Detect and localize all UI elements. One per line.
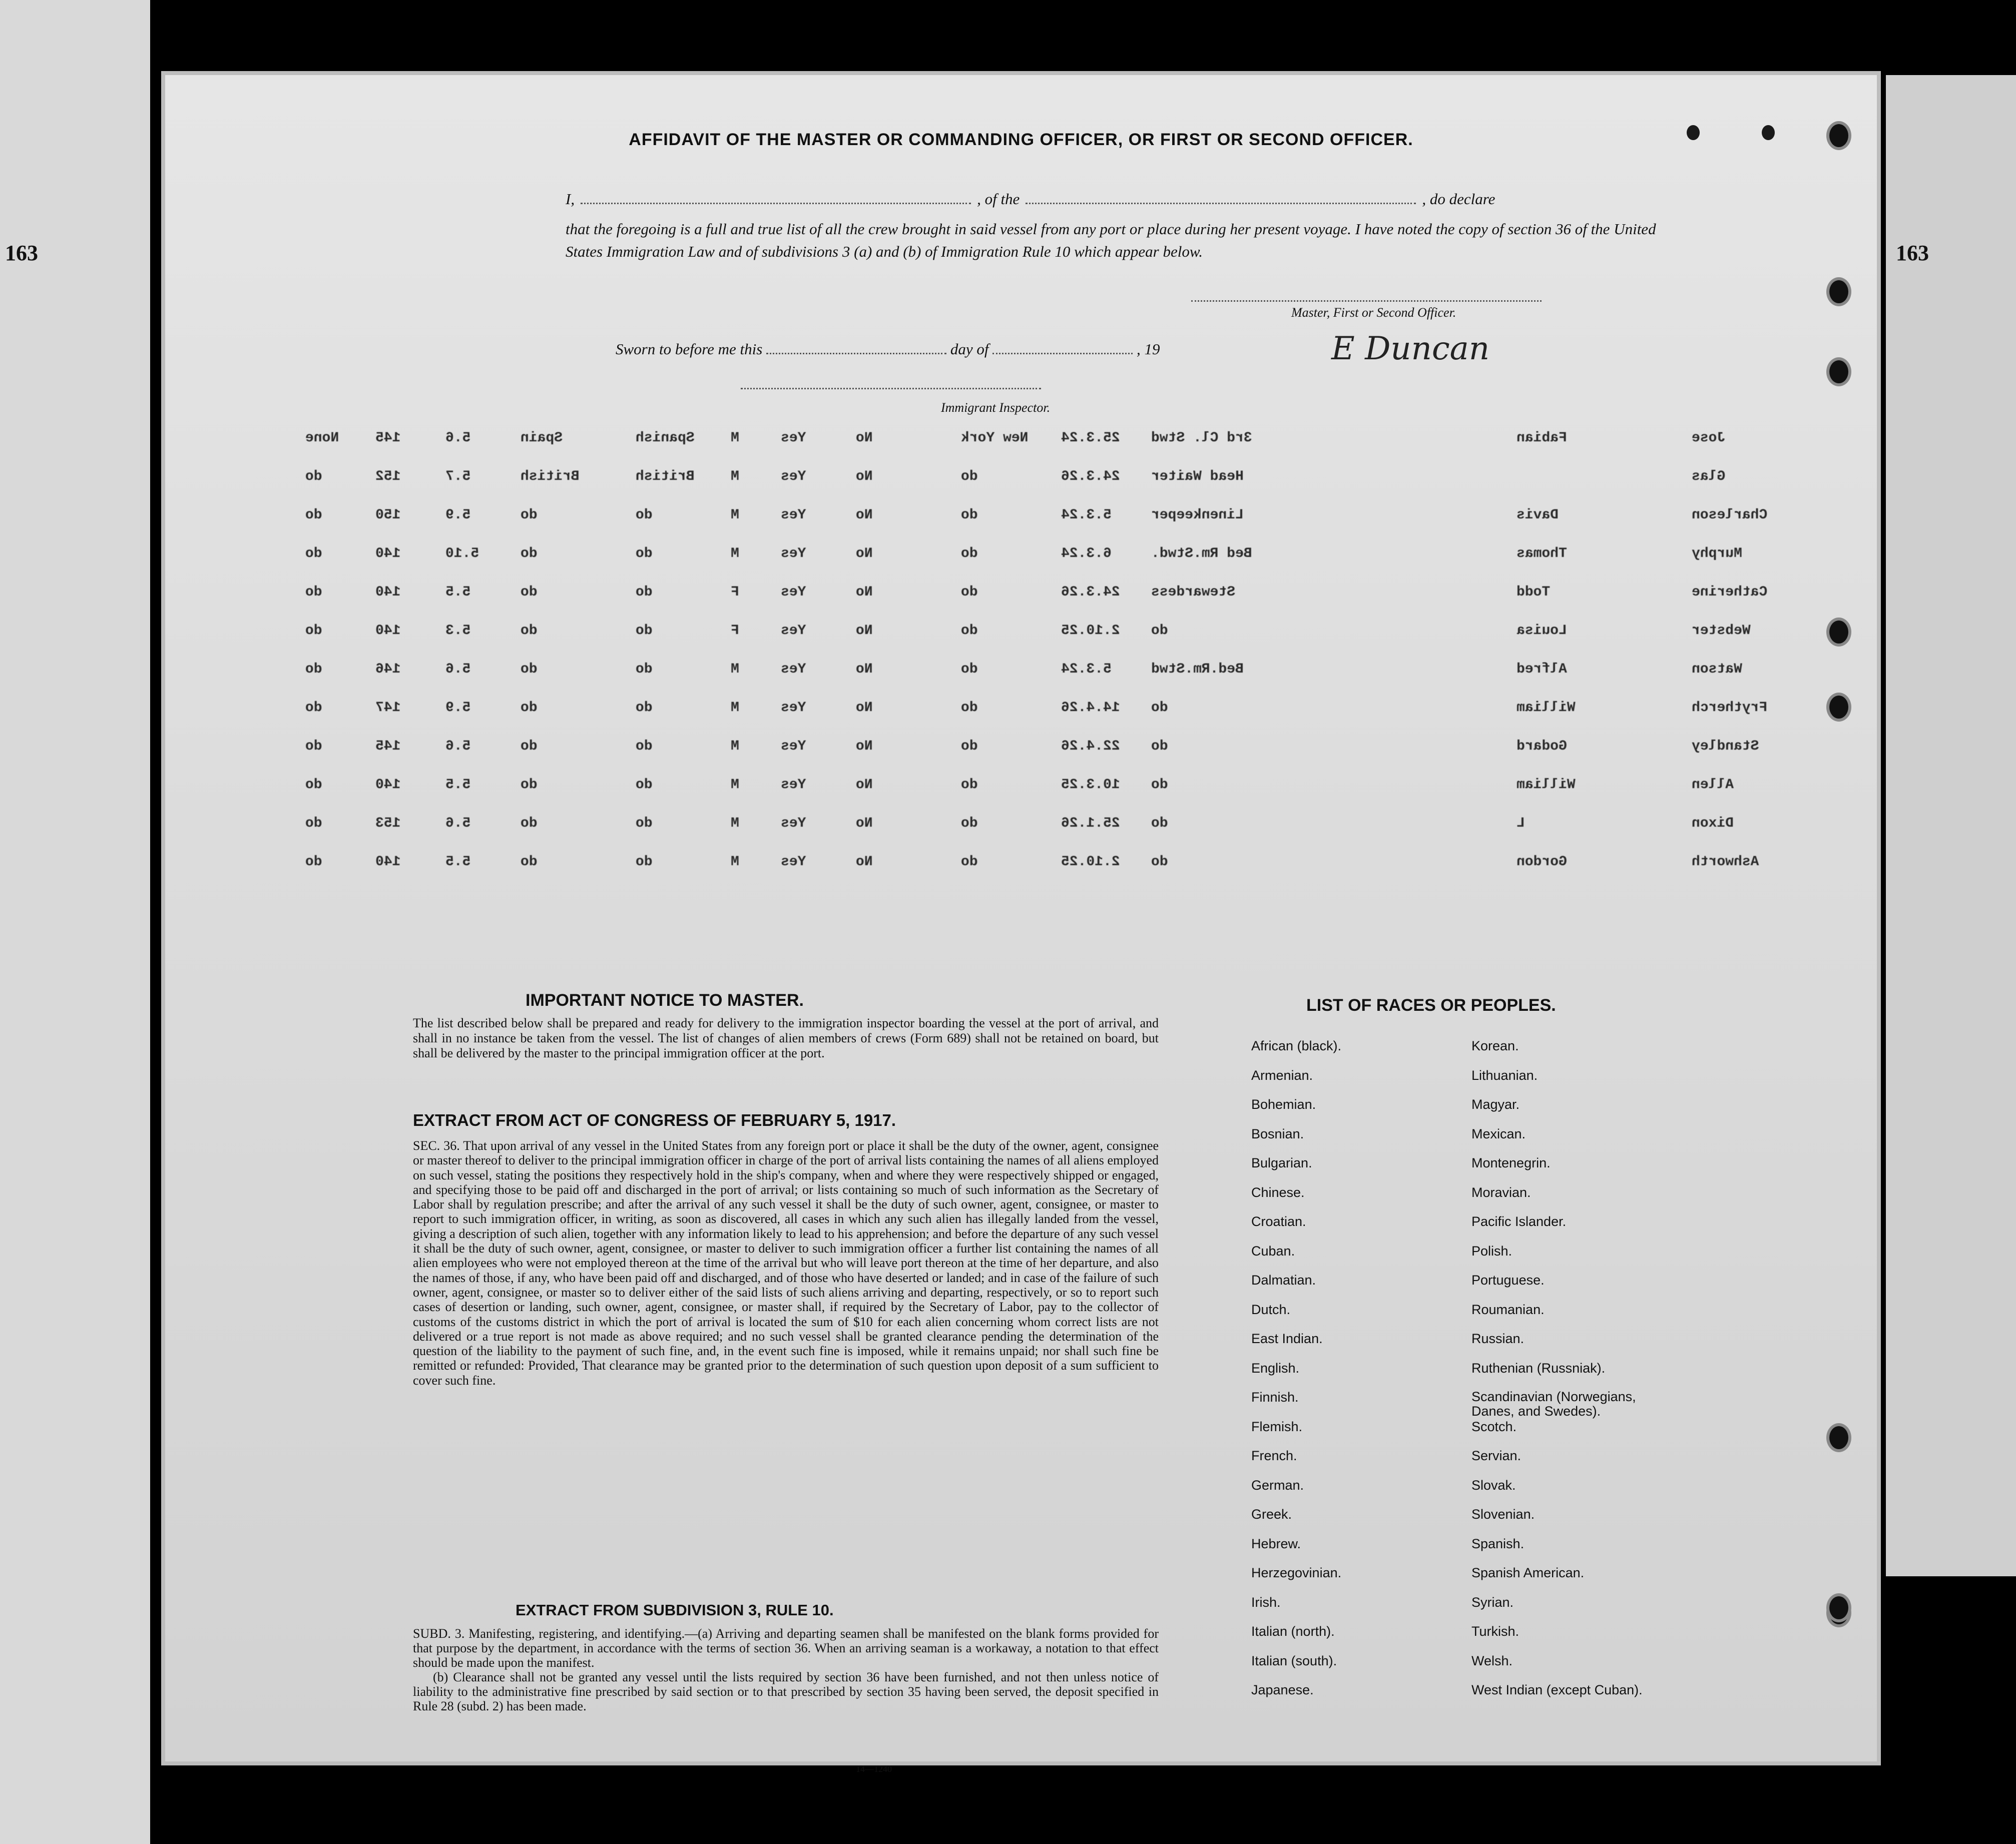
race-entry: Greek. xyxy=(1251,1507,1292,1522)
race-entry: Montenegrin. xyxy=(1471,1155,1551,1170)
bleedthrough-port: do xyxy=(961,507,978,523)
bleedthrough-surname: Jose xyxy=(1692,430,1726,446)
bleedthrough-country: Spain xyxy=(521,430,563,446)
bleedthrough-age: Yes xyxy=(781,777,806,793)
race-entry: Herzegovinian. xyxy=(1251,1565,1342,1580)
notice-text: The list described below shall be prepared and ready for delivery to the immigration inspector boarding the vessel at the port of arrival, and shall in no instance be taken from the vessel. The list of changes of alien members of crews (Form 689) shall not be retained on board, but shall be delivered by the master to the principal immigration officer at the port. xyxy=(413,1016,1159,1060)
sworn-month-blank xyxy=(992,353,1133,354)
race-entry: Korean. xyxy=(1471,1038,1519,1053)
bleedthrough-paid_off: No xyxy=(856,430,873,446)
bleedthrough-port: do xyxy=(961,546,978,561)
bleedthrough-given: Thomas xyxy=(1517,546,1567,561)
bleedthrough-port: New York xyxy=(961,430,1029,446)
bleedthrough-date: 25.1.26 xyxy=(1061,816,1120,831)
bleedthrough-position: do xyxy=(1151,854,1168,870)
bleedthrough-port: do xyxy=(961,816,978,831)
bleedthrough-row xyxy=(165,507,1877,537)
bleedthrough-age: Yes xyxy=(781,584,806,600)
bleedthrough-given: Alfred xyxy=(1517,662,1567,677)
bleedthrough-position: Bed Rm.Stwd. xyxy=(1151,546,1252,561)
bleedthrough-given: Davis xyxy=(1517,507,1559,523)
bleedthrough-nationality: British xyxy=(636,469,695,484)
race-entry: Spanish. xyxy=(1471,1536,1525,1551)
race-entry: Bohemian. xyxy=(1251,1097,1316,1112)
bleedthrough-nationality: do xyxy=(636,739,653,754)
declaration-mid: , of the xyxy=(977,190,1020,208)
bleedthrough-paid_off: No xyxy=(856,623,873,639)
right-page-edge xyxy=(1886,75,2016,1576)
binder-hole xyxy=(1829,621,1848,644)
bleedthrough-sex: M xyxy=(731,854,739,870)
bleedthrough-port: do xyxy=(961,854,978,870)
officer-signature: E Duncan xyxy=(1331,330,1490,367)
bleedthrough-given: Todd xyxy=(1517,584,1551,600)
bleedthrough-surname: Watson xyxy=(1692,662,1742,677)
races-column-2 xyxy=(1471,1038,1682,1712)
bleedthrough-height: 5.5 xyxy=(445,854,471,870)
act-title: EXTRACT FROM ACT OF CONGRESS OF FEBRUARY 5, 1917. xyxy=(413,1111,896,1129)
binder-hole xyxy=(1829,280,1848,303)
binder-hole xyxy=(1829,124,1848,147)
race-entry: Chinese. xyxy=(1251,1184,1305,1200)
race-entry: Italian (north). xyxy=(1251,1624,1335,1639)
rule-title: EXTRACT FROM SUBDIVISION 3, RULE 10. xyxy=(516,1601,834,1619)
bleedthrough-surname: Dixon xyxy=(1692,816,1734,831)
bleedthrough-paid_off: No xyxy=(856,816,873,831)
bleedthrough-country: do xyxy=(521,816,538,831)
races-column-1 xyxy=(1251,1038,1341,1712)
races-title: LIST OF RACES OR PEOPLES. xyxy=(1306,996,1556,1015)
race-entry: Flemish. xyxy=(1251,1419,1303,1434)
race-entry: Syrian. xyxy=(1471,1594,1514,1610)
bleedthrough-row xyxy=(165,777,1877,807)
bleedthrough-date: 6.3.24 xyxy=(1061,546,1112,561)
bleedthrough-position: Linenkeeper xyxy=(1151,507,1244,523)
bleedthrough-row xyxy=(165,700,1877,730)
bleedthrough-given: Gordon xyxy=(1517,854,1567,870)
bleedthrough-features: do xyxy=(305,662,322,677)
race-entry: Mexican. xyxy=(1471,1126,1526,1141)
bleedthrough-position: do xyxy=(1151,816,1168,831)
bleedthrough-height: 5.6 xyxy=(445,662,471,677)
bleedthrough-age: Yes xyxy=(781,854,806,870)
bleedthrough-surname: Catherine xyxy=(1692,584,1768,600)
bleedthrough-port: do xyxy=(961,662,978,677)
bleedthrough-date: 24.3.26 xyxy=(1061,469,1120,484)
bleedthrough-date: 24.3.26 xyxy=(1061,584,1120,600)
bleedthrough-weight: 140 xyxy=(375,546,401,561)
bleedthrough-height: 5.7 xyxy=(445,469,471,484)
bleedthrough-paid_off: No xyxy=(856,584,873,600)
race-entry: French. xyxy=(1251,1448,1297,1463)
bleedthrough-given: Godard xyxy=(1517,739,1567,754)
bleedthrough-country: do xyxy=(521,700,538,716)
left-page-number: 163 xyxy=(5,241,38,265)
bleedthrough-sex: M xyxy=(731,739,739,754)
binder-hole xyxy=(1829,360,1848,383)
bleedthrough-country: do xyxy=(521,662,538,677)
race-entry: Welsh. xyxy=(1471,1653,1513,1668)
officer-signature-line xyxy=(1191,300,1542,302)
race-entry: Japanese. xyxy=(1251,1682,1314,1697)
bleedthrough-paid_off: No xyxy=(856,700,873,716)
officer-name-blank xyxy=(581,203,971,204)
bleedthrough-sex: M xyxy=(731,469,739,484)
bleedthrough-position: do xyxy=(1151,623,1168,639)
bleedthrough-features: do xyxy=(305,546,322,561)
bleedthrough-features: do xyxy=(305,777,322,793)
bleedthrough-row xyxy=(165,430,1877,460)
bleedthrough-age: Yes xyxy=(781,739,806,754)
race-entry: Hebrew. xyxy=(1251,1536,1301,1551)
bleedthrough-nationality: do xyxy=(636,584,653,600)
race-entry: Lithuanian. xyxy=(1471,1067,1538,1083)
bleedthrough-height: 5.6 xyxy=(445,739,471,754)
manifest-sheet xyxy=(165,75,1877,1774)
subdivision-b: (b) Clearance shall not be granted any vessel until the lists required by section 36 have been furnished, and not then unless notice of liability to the administrative fine prescribed by said section or to that prescribed by section 35 having been served, the deposit specified in Rule 28 (subd. 2) has been made. xyxy=(413,1670,1159,1713)
bleedthrough-country: do xyxy=(521,584,538,600)
sworn-prefix: Sworn to before me this xyxy=(616,340,763,358)
race-entry: Bosnian. xyxy=(1251,1126,1304,1141)
bleedthrough-paid_off: No xyxy=(856,546,873,561)
bleedthrough-date: 5.3.24 xyxy=(1061,507,1112,523)
race-entry: Slovak. xyxy=(1471,1477,1516,1493)
race-entry: Italian (south). xyxy=(1251,1653,1337,1668)
bleedthrough-weight: 145 xyxy=(375,739,401,754)
bleedthrough-paid_off: No xyxy=(856,854,873,870)
race-entry: Dalmatian. xyxy=(1251,1273,1316,1288)
bleedthrough-date: 2.10.25 xyxy=(1061,854,1120,870)
bleedthrough-sex: F xyxy=(731,584,739,600)
bleedthrough-date: 10.3.25 xyxy=(1061,777,1120,793)
race-entry: Ruthenian (Russniak). xyxy=(1471,1360,1606,1376)
race-entry: Dutch. xyxy=(1251,1302,1291,1317)
bleedthrough-given: Louisa xyxy=(1517,623,1567,639)
form-number: 14—1240 xyxy=(856,1764,892,1774)
bleedthrough-nationality: do xyxy=(636,623,653,639)
bleedthrough-surname: Glas xyxy=(1692,469,1726,484)
bleedthrough-given: Fabian xyxy=(1517,430,1567,446)
bleedthrough-position: do xyxy=(1151,739,1168,754)
sworn-year: , 19 xyxy=(1136,340,1160,358)
race-entry: Scotch. xyxy=(1471,1419,1517,1434)
race-entry: West Indian (except Cuban). xyxy=(1471,1682,1643,1697)
bleedthrough-country: British xyxy=(521,469,580,484)
affidavit-declaration-line xyxy=(566,190,1667,208)
bleedthrough-weight: 152 xyxy=(375,469,401,484)
bleedthrough-surname: Murphy xyxy=(1692,546,1742,561)
bleedthrough-nationality: do xyxy=(636,507,653,523)
race-entry: Irish. xyxy=(1251,1594,1281,1610)
bleedthrough-sex: M xyxy=(731,662,739,677)
bleedthrough-row xyxy=(165,623,1877,653)
bleedthrough-paid_off: No xyxy=(856,507,873,523)
bleedthrough-row xyxy=(165,546,1877,576)
bleedthrough-height: 5.9 xyxy=(445,507,471,523)
bleedthrough-weight: 140 xyxy=(375,777,401,793)
bleedthrough-paid_off: No xyxy=(856,739,873,754)
bleedthrough-row xyxy=(165,662,1877,692)
bleedthrough-sex: M xyxy=(731,430,739,446)
bleedthrough-sex: F xyxy=(731,623,739,639)
sworn-mid: day of xyxy=(950,340,989,358)
bleedthrough-country: do xyxy=(521,739,538,754)
bleedthrough-port: do xyxy=(961,739,978,754)
bleedthrough-height: 5.5 xyxy=(445,584,471,600)
officer-label: Master, First or Second Officer. xyxy=(1291,305,1456,320)
bleedthrough-sex: M xyxy=(731,700,739,716)
race-entry: Magyar. xyxy=(1471,1097,1520,1112)
bleedthrough-weight: 146 xyxy=(375,662,401,677)
bleedthrough-features: do xyxy=(305,507,322,523)
sworn-day-blank xyxy=(766,353,946,354)
bleedthrough-height: 5.6 xyxy=(445,816,471,831)
rule-subdivision-text xyxy=(413,1626,1159,1713)
bleedthrough-given: William xyxy=(1517,777,1576,793)
notice-title: IMPORTANT NOTICE TO MASTER. xyxy=(526,991,804,1010)
race-entry: Finnish. xyxy=(1251,1390,1299,1405)
bleedthrough-date: 2.10.25 xyxy=(1061,623,1120,639)
bleedthrough-position: Head Waiter xyxy=(1151,469,1244,484)
bleedthrough-height: 5.5 xyxy=(445,777,471,793)
bleedthrough-row xyxy=(165,469,1877,499)
bleedthrough-surname: Frytherch xyxy=(1692,700,1768,716)
race-entry: Croatian. xyxy=(1251,1214,1306,1229)
race-entry: Moravian. xyxy=(1471,1184,1531,1200)
race-entry: Armenian. xyxy=(1251,1067,1313,1083)
bleedthrough-age: Yes xyxy=(781,816,806,831)
race-entry: Cuban. xyxy=(1251,1243,1295,1259)
bleedthrough-position: 3rd Cl. Stwd xyxy=(1151,430,1252,446)
inspector-signature-line xyxy=(741,388,1041,389)
bleedthrough-sex: M xyxy=(731,777,739,793)
declaration-prefix: I, xyxy=(566,190,575,208)
bleedthrough-features: do xyxy=(305,700,322,716)
ink-blot xyxy=(1687,125,1700,140)
ink-blot xyxy=(1762,125,1775,140)
bleedthrough-features: do xyxy=(305,816,322,831)
bleedthrough-port: do xyxy=(961,700,978,716)
bleedthrough-port: do xyxy=(961,777,978,793)
bleedthrough-date: 22.4.26 xyxy=(1061,739,1120,754)
subdivision-a: SUBD. 3. Manifesting, registering, and identifying.—(a) Arriving and departing seamen shall be manifested on the blank forms provided for that purpose by the department, in accordance with the terms of section 36. When an arriving seaman is a workaway, a notation to that effect should be made upon the manifest. xyxy=(413,1626,1159,1670)
bleedthrough-age: Yes xyxy=(781,700,806,716)
binder-hole xyxy=(1829,1426,1848,1449)
bleedthrough-row xyxy=(165,739,1877,769)
bleedthrough-paid_off: No xyxy=(856,662,873,677)
bleedthrough-weight: 150 xyxy=(375,507,401,523)
bleedthrough-port: do xyxy=(961,469,978,484)
left-page-edge xyxy=(0,0,150,1844)
bleedthrough-country: do xyxy=(521,623,538,639)
bleedthrough-port: do xyxy=(961,584,978,600)
bleedthrough-weight: 153 xyxy=(375,816,401,831)
bleedthrough-height: 5.10 xyxy=(445,546,479,561)
race-entry: African (black). xyxy=(1251,1038,1342,1053)
bleedthrough-age: Yes xyxy=(781,507,806,523)
bleedthrough-weight: 145 xyxy=(375,430,401,446)
bleedthrough-features: do xyxy=(305,623,322,639)
race-entry: Slovenian. xyxy=(1471,1507,1535,1522)
race-entry: English. xyxy=(1251,1360,1300,1376)
bleedthrough-position: Bed.Rm.Stwd xyxy=(1151,662,1244,677)
bleedthrough-features: do xyxy=(305,854,322,870)
bleedthrough-surname: Standley xyxy=(1692,739,1759,754)
bleedthrough-nationality: do xyxy=(636,700,653,716)
bleedthrough-nationality: do xyxy=(636,854,653,870)
bleedthrough-row xyxy=(165,854,1877,884)
affidavit-body: that the foregoing is a full and true list of all the crew brought in said vessel from any port or place during her present voyage. I have noted the copy of section 36 of the United States Immigration Law and of subdivisions 3 (a) and (b) of Immigration Rule 10 which appear below. xyxy=(566,220,1656,260)
bleedthrough-age: Yes xyxy=(781,662,806,677)
section-36-text: SEC. 36. That upon arrival of any vessel in the United States from any foreign port or place it shall be the duty of the owner, agent, consignee or master thereof to deliver to the principal immigration officer in charge of the port of arrival lists containing the names of all aliens employed on such vessel, stating the positions they respectively hold in the ship's company, when and where they were respectively shipped or engaged, and specifying those to be paid off and discharged in the port of arrival; or lists containing so much of such information as the Secretary of Labor shall by regulation prescribe; and after the arrival of any such vessel it shall be the duty of such owner, agent, consignee, or master to report to such immigration officer, in writing, as soon as discovered, all cases in which any such alien has illegally landed from the vessel, giving a description of such alien, together with any information likely to lead to his apprehension; and before the departure of any such vessel it shall be the duty of such owner, agent, consignee, or master to deliver to such immigration officer a further list containing the names of all alien employees who were not employed thereon at the time of the arrival but who will leave port thereon at the time of her departure, and also the names of those, if any, who have been paid off and discharged, and of those who have deserted or landed; and in case of the failure of such owner, agent, consignee, or master so to deliver either of the said lists of such aliens arriving and departing, respectively, or so to report such cases of desertion or landing, such owner, agent, consignee, or master shall, if required by the Secretary of Labor, pay to the collector of customs of the customs district in which the port of arrival is located the sum of $10 for each alien concerning whom correct lists are not delivered or a true report is not made as above required; and no such vessel shall be granted clearance pending the determination of the question of the liability to the payment of such fine, and, in the event such fine is imposed, while it remains unpaid; nor shall such fine be remitted or refunded: Provided, That clearance may be granted prior to the determination of such question upon deposit of a sum sufficient to cover such fine. xyxy=(413,1138,1159,1388)
race-entry: Spanish American. xyxy=(1471,1565,1585,1580)
bleedthrough-features: do xyxy=(305,584,322,600)
race-entry: Bulgarian. xyxy=(1251,1155,1312,1170)
race-entry: Polish. xyxy=(1471,1243,1513,1259)
bleedthrough-surname: Ashworth xyxy=(1692,854,1759,870)
inspector-label: Immigrant Inspector. xyxy=(941,400,1051,415)
bleedthrough-weight: 140 xyxy=(375,584,401,600)
bleedthrough-surname: Charleson xyxy=(1692,507,1768,523)
bleedthrough-country: do xyxy=(521,854,538,870)
bleedthrough-given: William xyxy=(1517,700,1576,716)
bleedthrough-height: 5.9 xyxy=(445,700,471,716)
bleedthrough-height: 5.6 xyxy=(445,430,471,446)
bleedthrough-age: Yes xyxy=(781,469,806,484)
bleedthrough-surname: Webster xyxy=(1692,623,1751,639)
race-entry: Roumanian. xyxy=(1471,1302,1545,1317)
declaration-suffix: , do declare xyxy=(1422,190,1495,208)
bleedthrough-country: do xyxy=(521,777,538,793)
race-entry: German. xyxy=(1251,1477,1304,1493)
bleedthrough-nationality: do xyxy=(636,662,653,677)
race-entry: Scandinavian (Norwegians, Danes, and Swedes). xyxy=(1471,1389,1636,1419)
bleedthrough-weight: 147 xyxy=(375,700,401,716)
bleedthrough-date: 5.3.24 xyxy=(1061,662,1112,677)
race-entry: Pacific Islander. xyxy=(1471,1214,1567,1229)
binder-hole xyxy=(1829,1596,1848,1619)
bleedthrough-row xyxy=(165,816,1877,846)
bleedthrough-nationality: do xyxy=(636,777,653,793)
bleedthrough-weight: 140 xyxy=(375,854,401,870)
bleedthrough-age: Yes xyxy=(781,430,806,446)
binder-hole xyxy=(1829,696,1848,719)
bleedthrough-features: None xyxy=(305,430,339,446)
sworn-line xyxy=(616,340,1160,358)
bleedthrough-date: 25.3.24 xyxy=(1061,430,1120,446)
bleedthrough-port: do xyxy=(961,623,978,639)
bleedthrough-position: do xyxy=(1151,777,1168,793)
bleedthrough-date: 14.4.26 xyxy=(1061,700,1120,716)
bleedthrough-paid_off: No xyxy=(856,469,873,484)
vessel-name-blank xyxy=(1026,203,1416,204)
bleedthrough-paid_off: No xyxy=(856,777,873,793)
bleedthrough-weight: 140 xyxy=(375,623,401,639)
bleedthrough-age: Yes xyxy=(781,546,806,561)
bleedthrough-nationality: do xyxy=(636,546,653,561)
bleedthrough-sex: M xyxy=(731,816,739,831)
bleedthrough-sex: M xyxy=(731,546,739,561)
race-entry: Servian. xyxy=(1471,1448,1522,1463)
bleedthrough-position: do xyxy=(1151,700,1168,716)
bleedthrough-given: L xyxy=(1517,816,1525,831)
bleedthrough-nationality: do xyxy=(636,816,653,831)
bleedthrough-features: do xyxy=(305,469,322,484)
affidavit-title: AFFIDAVIT OF THE MASTER OR COMMANDING OFFICER, OR FIRST OR SECOND OFFICER. xyxy=(629,130,1413,149)
bleedthrough-features: do xyxy=(305,739,322,754)
bleedthrough-height: 5.3 xyxy=(445,623,471,639)
bleedthrough-position: Stewardess xyxy=(1151,584,1236,600)
race-entry: East Indian. xyxy=(1251,1331,1323,1346)
right-page-number: 163 xyxy=(1896,241,1929,265)
bleedthrough-country: do xyxy=(521,546,538,561)
bleedthrough-age: Yes xyxy=(781,623,806,639)
bleedthrough-country: do xyxy=(521,507,538,523)
bleedthrough-nationality: Spanish xyxy=(636,430,695,446)
race-entry: Turkish. xyxy=(1471,1624,1520,1639)
race-entry: Portuguese. xyxy=(1471,1273,1545,1288)
bleedthrough-row xyxy=(165,584,1877,614)
bleedthrough-sex: M xyxy=(731,507,739,523)
race-entry: Russian. xyxy=(1471,1331,1525,1346)
bleedthrough-surname: Allen xyxy=(1692,777,1734,793)
